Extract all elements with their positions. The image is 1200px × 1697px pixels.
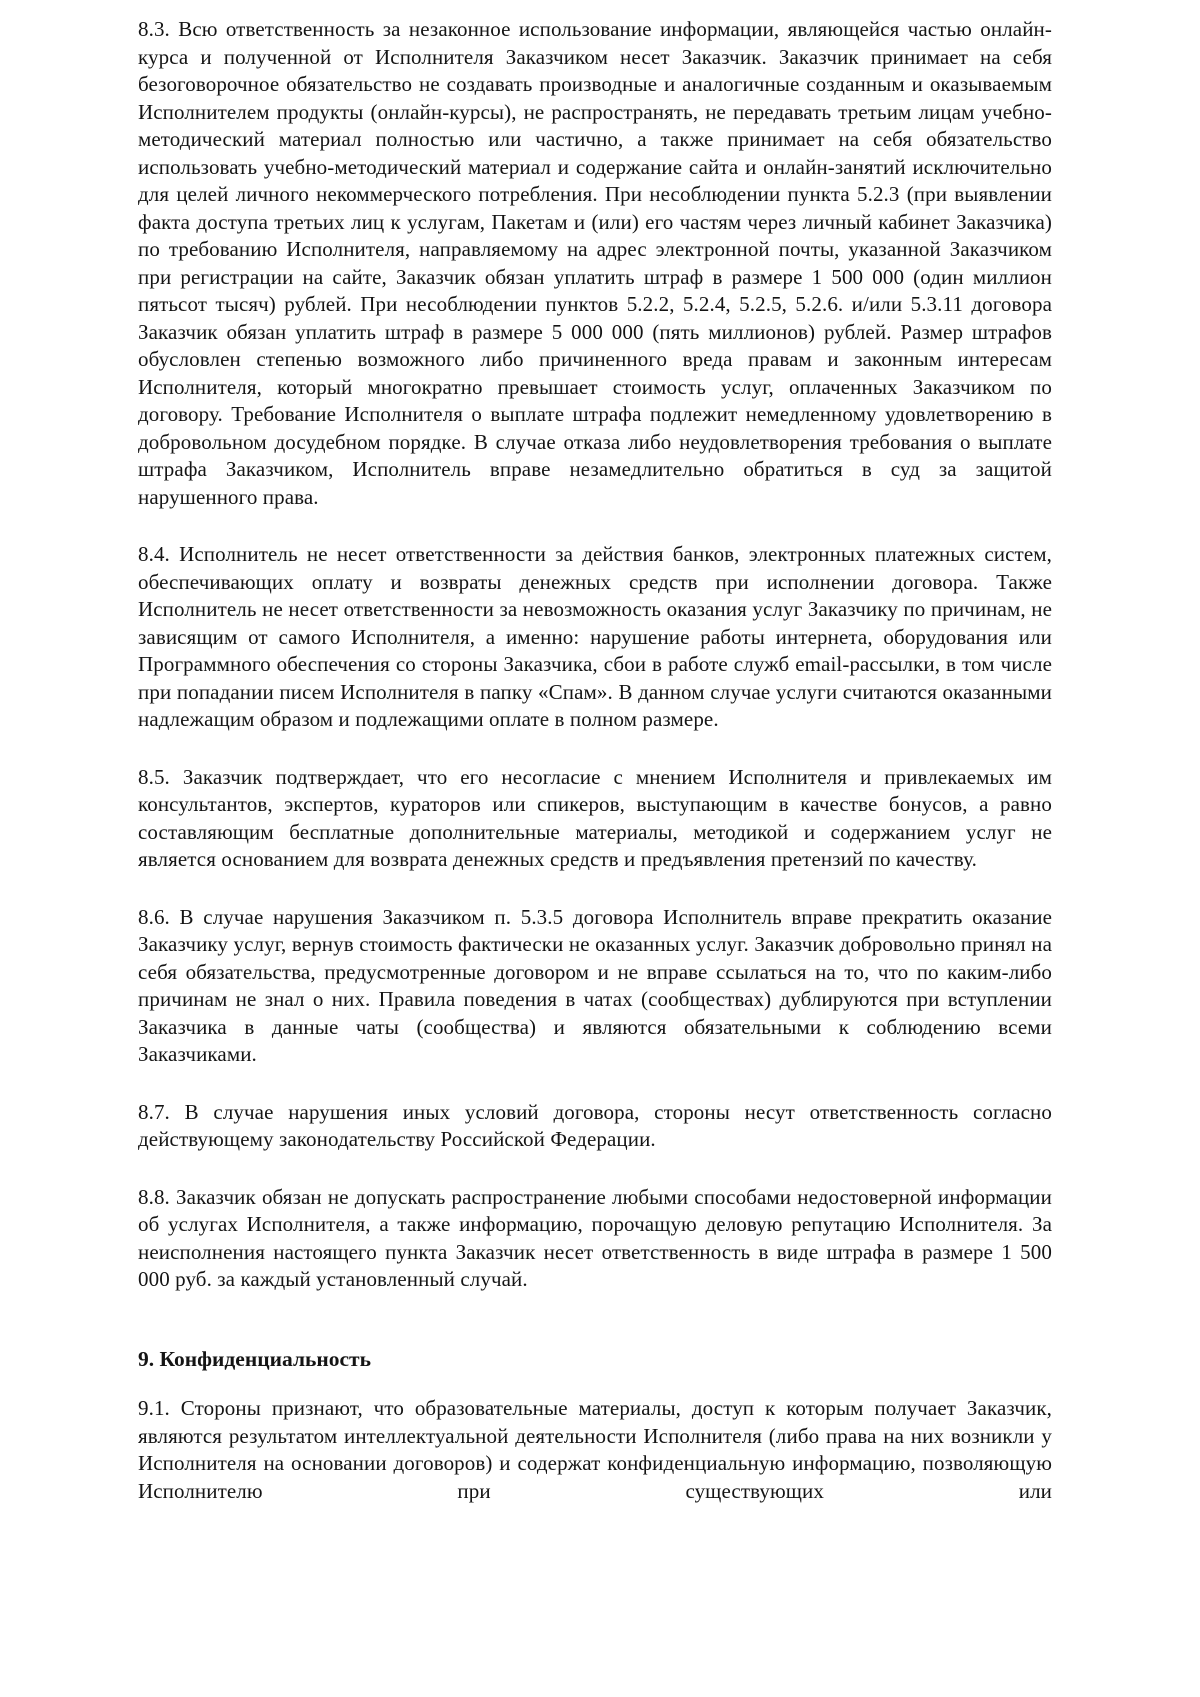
clause-8-8: 8.8. Заказчик обязан не допускать распространение любыми способами недостоверной информации об услугах Исполнителя, а также информацию, порочащую деловую репутацию Исполнителя. За неисполнения настоящего пункта Заказчик несет ответственность в виде штрафа в размере 1 500 000 руб. за каждый установленный случай.: [138, 1184, 1052, 1291]
clause-8-4: 8.4. Исполнитель не несет ответственности за действия банков, электронных платежных систем, обеспечивающих оплату и возвраты денежных средств при исполнении договора. Также Исполнитель не несет ответственности за невозможность оказания услуг Заказчику по причинам, не зависящим от самого Исполнителя, а именно: нарушение работы интернета, оборудования или Программного обеспечения со стороны Заказчика, сбои в работе служб email-рассылки, в том числе при попадании писем Исполнителя в папку «Спам». В данном случае услуги считаются оказанными надлежащим образом и подлежащими оплате в полном размере.: [138, 542, 1052, 731]
clause-8-3: 8.3. Всю ответственность за незаконное использование информации, являющейся частью онлайн-курса и полученной от Исполнителя Заказчиком несет Заказчик. Заказчик принимает на себя безоговорочное обязательство не создавать производные и аналогичные созданным и оказываемым Исполнителем продукты (онлайн-курсы), не распространять, не передавать третьим лицам учебно-методический материал полностью или частично, а также принимает на себя обязательство использовать учебно-методический материал и содержание сайта и онлайн-занятий исключительно для целей личного некоммерческого потребления. При несоблюдении пункта 5.2.3 (при выявлении факта доступа третьих лиц к услугам, Пакетам и (или) его частям через личный кабинет Заказчика) по требованию Исполнителя, направляемому на адрес электронной почты, указанной Заказчиком при регистрации на сайте, Заказчик обязан уплатить штраф в размере 1 500 000 (один миллион пятьсот тысяч) рублей. При несоблюдении пунктов 5.2.2, 5.2.4, 5.2.5, 5.2.6. и/или 5.3.11 договора Заказчик обязан уплатить штраф в размере 5 000 000 (пять миллионов) рублей. Размер штрафов обусловлен степенью возможного либо причиненного вреда правам и законным интересам Исполнителя, который многократно превышает стоимость услуг, оплаченных Заказчиком по договору. Требование Исполнителя о выплате штрафа подлежит немедленному удовлетворению в добровольном досудебном порядке. В случае отказа либо неудовлетворения требования о выплате штрафа Заказчиком, Исполнитель вправе незамедлительно обратиться в суд за защитой нарушенного права.: [138, 17, 1052, 509]
clause-8-5: 8.5. Заказчик подтверждает, что его несогласие с мнением Исполнителя и привлекаемых им консультантов, экспертов, кураторов или спикеров, выступающим в качестве бонусов, а равно составляющим бесплатные дополнительные материалы, методикой и содержанием услуг не является основанием для возврата денежных средств и предъявления претензий по качеству.: [138, 764, 1052, 871]
clause-8-7: 8.7. В случае нарушения иных условий договора, стороны несут ответственность согласно действующему законодательству Российской Федерации.: [138, 1099, 1052, 1151]
clause-8-6: 8.6. В случае нарушения Заказчиком п. 5.3.5 договора Исполнитель вправе прекратить оказание Заказчику услуг, вернув стоимость фактически не оказанных услуг. Заказчик добровольно принял на себя обязательства, предусмотренные договором и не вправе ссылаться на то, что по каким-либо причинам не знал о них. Правила поведения в чатах (сообществах) дублируются при вступлении Заказчика в данные чаты (сообщества) и являются обязательными к соблюдению всеми Заказчиками.: [138, 904, 1052, 1066]
section-9-heading: 9. Конфиденциальность: [138, 1346, 371, 1371]
clause-9-1: 9.1. Стороны признают, что образовательные материалы, доступ к которым получает Заказчик, являются результатом интеллектуальной деятельности Исполнителя (либо права на них возникли у Исполнителя на основании договоров) и содержат конфиденциальную информацию, позволяющую Исполнителю при существующих или: [138, 1396, 1052, 1503]
